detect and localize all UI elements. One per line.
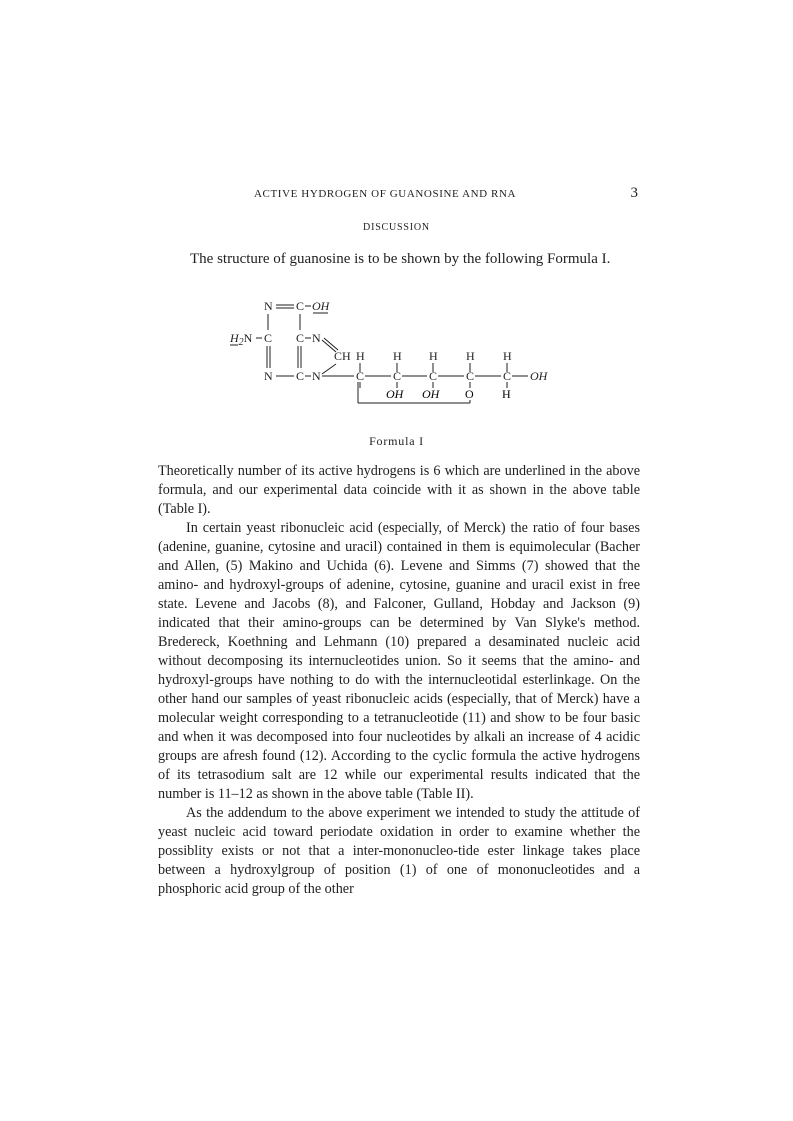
chain-h-1: H [356, 349, 365, 363]
chain-h-5: H [503, 349, 512, 363]
page-number: 3 [630, 185, 638, 201]
chain-c-1: C [356, 369, 365, 382]
chain-h-2: H [393, 349, 402, 363]
atom-ch: CH [334, 349, 351, 363]
chain-bottom-o: O [465, 387, 474, 401]
atom-low-n2: N [312, 369, 321, 382]
section-title: DISCUSSION [363, 222, 430, 233]
guanosine-structure-formula [210, 292, 580, 382]
intro-paragraph [158, 250, 640, 270]
intro-text: The structure of guanosine is to be shown by the following Formula I. [190, 251, 611, 267]
atom-top-oh: OH [312, 299, 330, 313]
paragraph-3: As the addendum to the above experiment we intended to study the attitude of yeast nucleic acid toward periodate oxidation in order to examine whether the possiblity exists or not that a inter-mononucleo-tide ester linkage takes place between a hydroxylgroup of position (1) of one of mononucleotides and a phosphoric acid group of the other [158, 805, 640, 897]
atom-mid-c: C [296, 331, 305, 345]
chain-bottom-oh-1: OH [386, 387, 404, 401]
atom-end-oh: OH [530, 369, 548, 382]
paragraph-2: In certain yeast ribonucleic acid (especially, of Merck) the ratio of four bases (adenine, guanine, cytosine and uracil) contained in them is equimolecular (Bacher and Allen, (5) Makino and Uchida (6). Levene and Simms (7) showed that the amino- and hydroxyl-groups of adenine, cytosine, guanine and uracil exist in free state. Levene and Jacobs (8), and Falconer, Gulland, Hobday and Jackson (9) indicated that their amino-groups can be determined by Van Slyke's method. Bredereck, Koethning and Lehmann (10) prepared a desaminated nucleic acid without decomposing its internucleotides union. So it seems that the amino- and hydroxyl-groups have nothing to do with the internucleotidal esterlinkage. On the other hand our samples of yeast ribonucleic acids (especially, that of Merck) have a molecular weight corresponding to a tetranucleotide (11) and show to be four basic and when it was decomposed into four nucleotides by alkali an increase of 4 acidic groups are afresh found (12). According to the cyclic formula the active hydrogens of its tetrasodium salt are 12 while our experimental results indicated that the number is 11–12 as shown in the above table (Table II). [158, 520, 640, 802]
chain-c-3: C [429, 369, 438, 382]
chain-bottom-h: H [502, 387, 511, 401]
atom-low-c: C [296, 369, 305, 382]
chain-bottom-oh-2: OH [422, 387, 440, 401]
atom-top-n: N [264, 299, 273, 313]
chain-c-4: C [466, 369, 475, 382]
atom-left-c: C [264, 331, 273, 345]
formula-lower-part [210, 382, 580, 404]
atom-top-c: C [296, 299, 305, 313]
body-text [158, 462, 640, 899]
bond [322, 364, 336, 374]
paragraph-1: Theoretically number of its active hydrogens is 6 which are underlined in the above formula, and our experimental data coincide with it as shown in the above table (Table I). [158, 463, 640, 517]
formula-caption: Formula I [369, 434, 424, 448]
chain-h-4: H [466, 349, 475, 363]
running-head: ACTIVE HYDROGEN OF GUANOSINE AND RNA [254, 188, 517, 200]
atom-left-h2n: $H_2N$ [230, 331, 253, 348]
page-header [158, 186, 640, 206]
chain-c-2: C [393, 369, 402, 382]
atom-mid-n: N [312, 331, 321, 345]
chain-c-5: C [503, 369, 512, 382]
chain-h-3: H [429, 349, 438, 363]
atom-low-n: N [264, 369, 273, 382]
